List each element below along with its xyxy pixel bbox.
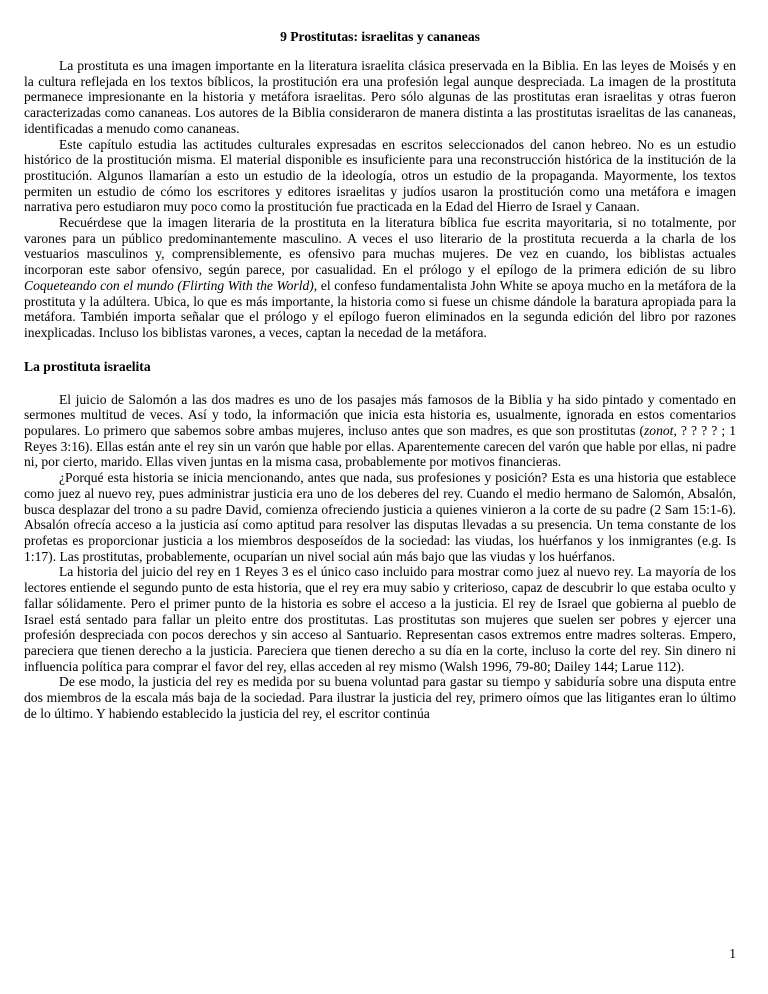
paragraph: De ese modo, la justicia del rey es medida por su buena voluntad para gastar su tiempo y sabiduría sobre una disputa entre dos miembros de la escala más baja de la sociedad. Para ilustrar la justicia del rey, primero oímos que las litigantes eran lo último de lo último. Y habiendo establecido la justicia del rey, el escritor continúa — [24, 674, 736, 721]
paragraph: La historia del juicio del rey en 1 Reyes 3 es el único caso incluido para mostrar como juez al nuevo rey. La mayoría de los lectores entiende el segundo punto de esta historia, que el rey era muy sabio y criterioso, capaz de descubrir lo que estaba oculto y fallar sólidamente. Pero el primer punto de la historia es sobre el acceso a la justicia. El rey de Israel que gobierna al pueblo de Israel está sentado para fallar un pleito entre dos prostitutas. Las prostitutas son mujeres que suelen ser pobres y ejercer una profesión despreciada con pocos derechos y sin acceso al Santuario. Representan casos extremos entre madres solteras. Empero, pareciera que tienen derecho a la justicia. Pareciera que tienen derecho a su día en la corte, incluso la corte del rey. Sin dinero ni influencia política para comprar el favor del rey, ellas acceden al rey mismo (Walsh 1996, 79-80; Dailey 144; Larue 112). — [24, 564, 736, 674]
page-number: 1 — [729, 946, 736, 961]
hebrew-term: zonot — [643, 423, 674, 439]
paragraph — [24, 392, 736, 471]
paragraph: Este capítulo estudia las actitudes culturales expresadas en escritos seleccionados del canon hebreo. No es un estudio histórico de la prostitución misma. El material disponible es insuficiente para una reconstrucción histórica de la institución de la prostitución. Algunos llamarían a esto un estudio de la ideología, otros un estudio de la propaganda. Mayormente, los textos permiten un estudio de cómo los escritores y editores israelitas y judíos usaron la prostitución como una metáfora e imagen narrativa pero estudiaron muy poco como la prostitución fue practicada en la Edad del Hierro de Israel y Canaan. — [24, 136, 736, 215]
section-heading: La prostituta israelita — [24, 358, 151, 374]
hebrew-glyphs: , ? ? ? ? — [673, 423, 722, 439]
paragraph-text: El juicio de Salomón a las dos madres es uno de los pasajes más famosos de la Biblia y ha sido pintado y comentado en sermones multitud de veces. Así y todo, la información que inicia esta historia es, usualmente, ignorada en estos comentarios populares. Lo primero que sabemos sobre ambas mujeres, incluso antes que son madres, es que son prostitutas ( — [24, 391, 736, 439]
chapter-title: 9 Prostitutas: israelitas y cananeas — [280, 29, 480, 44]
paragraph: La prostituta es una imagen importante en la literatura israelita clásica preservada en la Biblia. En las leyes de Moisés y en la cultura reflejada en los textos bíblicos, la prostitución era una profesión legal aunque despreciada. La imagen de la prostituta permanece impresionante en la historia y metáfora israelitas. Pero sólo algunas de las prostitutas eran israelitas y otras fueron caracterizadas como cananeas. Los autores de la Biblia consideraron de manera distinta a las prostitutas israelitas de las cananeas, identificadas a menudo como cananeas. — [24, 58, 736, 136]
paragraph — [24, 215, 736, 341]
paragraph: ¿Porqué esta historia se inicia mencionando, antes que nada, sus profesiones y posición? Esta es una historia que establece como juez al nuevo rey, pues administrar justicia era uno de los deberes del rey. Cuando el medio hermano de Salomón, Absalón, busca desplazar del trono a su padre David, comienza ofreciendo justicia a quienes vinieron a la corte de su padre (2 Sam 15:1-6). Absalón ofrecía acceso a la justicia así como aptitud para resolver las disputas llevadas a su presencia. Un tema constante de los profetas es proporcionar justicia a los miembros desposeídos de la sociedad: las viudas, los huérfanos y los inmigrantes (e.g. Is 1:17). Las prostitutas, probablemente, ocuparían un nivel social aún más bajo que las viudas y los huérfanos. — [24, 470, 736, 564]
document-page — [24, 28, 736, 721]
book-title: Coqueteando con el mundo (Flirting With the World) — [24, 277, 314, 293]
paragraph-text: ; 1 Reyes 3:16). Ellas están ante el rey sin un varón que hable por ellas. Aparentemente carecen del varón que hable por ellas, ni padre ni, por cierto, marido. Ellas viven juntas en la misma casa, probablemente por motivos financieras. — [24, 423, 736, 470]
paragraph-text: Recuérdese que la imagen literaria de la prostituta en la literatura bíblica fue escrita mayoritaria, si no totalmente, por varones para un público predominantemente masculino. A veces el uso literario de la prostituta recuerda a la charla de los vestuarios masculinos y, comprensiblemente, es ofensivo para muchas mujeres. De vez en cuando, los biblistas actuales incorporan este sabor ofensivo, según parece, por casualidad. En el prólogo y el epílogo de la primera edición de su libro — [24, 215, 736, 278]
paragraph-text: , el confeso fundamentalista John White se apoya mucho en la metáfora de la prostituta y la adúltera. Ubica, lo que es más importante, la historia como si fuese un chisme dándole la baratura apropiada para la metáfora. También importa señalar que el prólogo y el epílogo fueron eliminados en la segunda edición del libro por razones inexplicadas. Incluso los biblistas varones, a veces, captan la necedad de la metáfora. — [24, 277, 736, 340]
